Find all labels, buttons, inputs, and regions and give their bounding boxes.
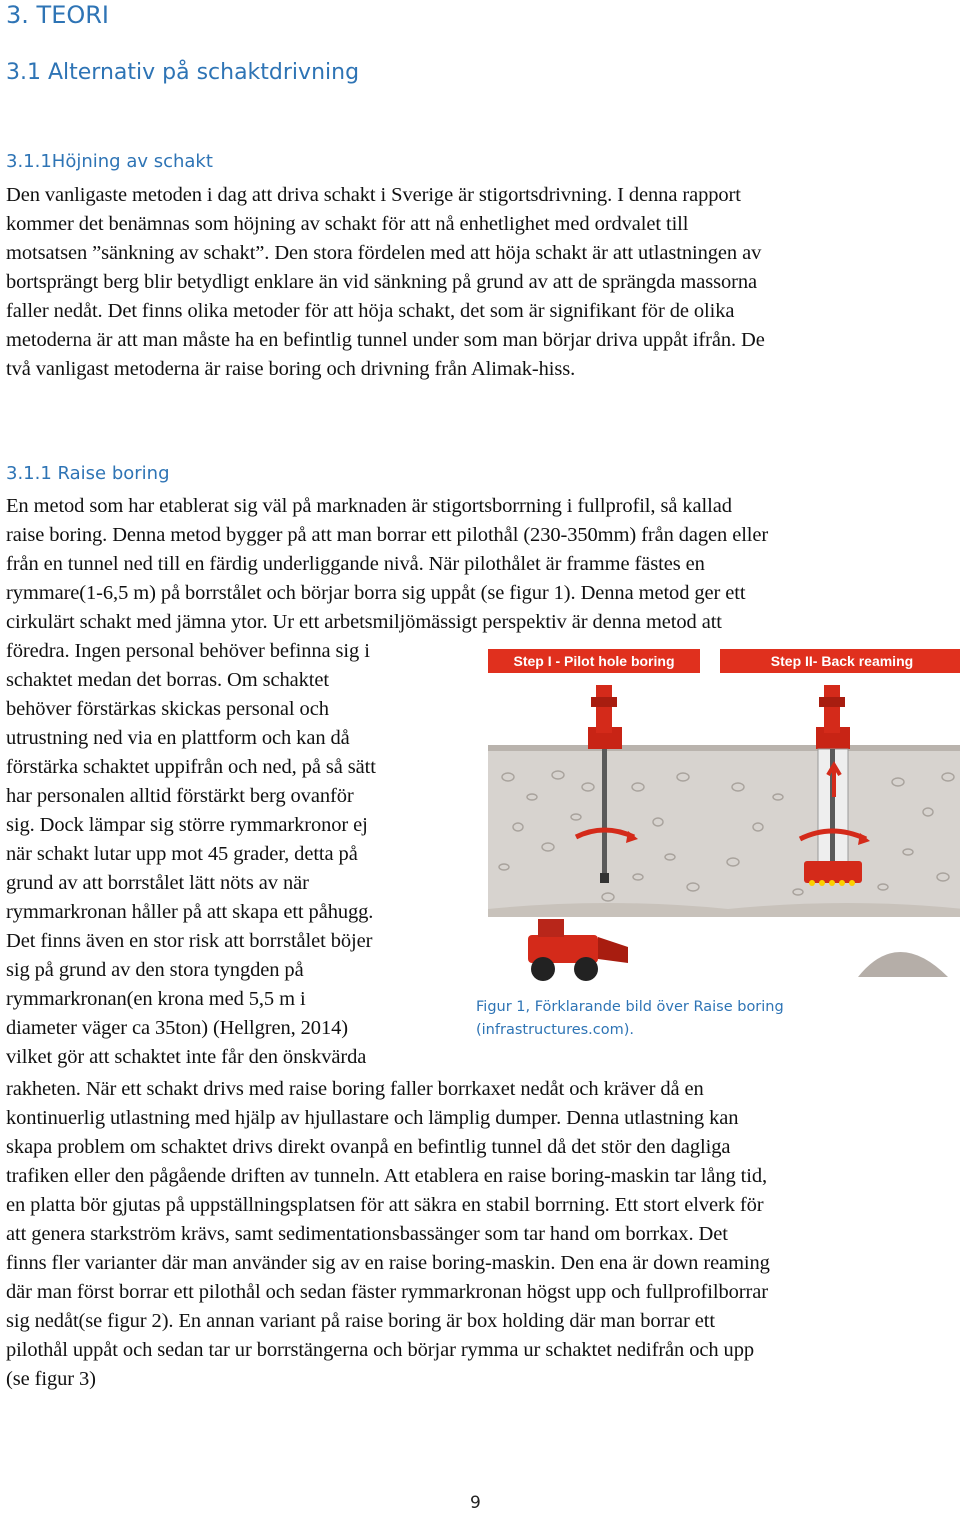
text-line: (se figur 3) xyxy=(6,1368,96,1390)
caption-line: (infrastructures.com). xyxy=(476,1022,635,1038)
text-line: En metod som har etablerat sig väl på marknaden är stigortsborrning i fullprofil, så kallad xyxy=(6,495,732,517)
text-line: trafiken eller den pågående driften av tunneln. Att etablera en raise boring-maskin tar lång tid, xyxy=(6,1165,768,1187)
step1-label: Step I - Pilot hole boring xyxy=(513,653,675,669)
text-line: utrustning ned via en plattform och kan då xyxy=(6,727,350,749)
chapter-heading: 3. TEORI xyxy=(6,1,109,29)
text-line: sig på grund av den stora tyngden på xyxy=(6,959,304,981)
paragraph-continuation xyxy=(6,1075,958,1394)
figure-caption xyxy=(476,996,784,1042)
text-line: föredra. Ingen personal behöver befinna sig i xyxy=(6,640,370,662)
text-line: förstärka schaktet uppifrån och ned, på så sätt xyxy=(6,756,376,778)
raise-boring-figure xyxy=(488,647,960,987)
text-line: rymmare(1-6,5 m) på borrstålet och börjar borra sig uppåt (se figur 1). Denna metod ger ett xyxy=(6,582,746,604)
section-heading: 3.1 Alternativ på schaktdrivning xyxy=(6,60,360,85)
subsection-heading-raise-boring: 3.1.1 Raise boring xyxy=(6,463,170,484)
text-line: motsatsen ”sänkning av schakt”. Den stora fördelen med att höja schakt är att utlastningen av xyxy=(6,242,762,264)
text-line: när schakt lutar upp mot 45 grader, detta på xyxy=(6,843,358,865)
text-line: skapa problem om schaktet drivs direkt ovanpå en befintlig tunnel då det stör den dagliga xyxy=(6,1136,731,1158)
text-line: vilket gör att schaktet inte får den önskvärda xyxy=(6,1046,367,1068)
text-line: behöver förstärkas skickas personal och xyxy=(6,698,329,720)
caption-line: Figur 1, Förklarande bild över Raise boring xyxy=(476,999,784,1015)
text-line: kommer det benämnas som höjning av schakt för att nå enhetlighet med ordvalet till xyxy=(6,213,689,235)
text-line: raise boring. Denna metod bygger på att man borrar ett pilothål (230-350mm) från dagen eller xyxy=(6,524,769,546)
text-line: bortsprängt berg blir betydligt enklare än vid sänkning på grund av att de sprängda massorna xyxy=(6,271,758,293)
text-line: pilothål uppåt och sedan tar ur borrstängerna och börjar rymma ur schaktet nedifrån och upp xyxy=(6,1339,754,1361)
text-line: rymmarkronan håller på att skapa ett påhugg. xyxy=(6,901,374,923)
text-line: rymmarkronan(en krona med 5,5 m i xyxy=(6,988,306,1010)
text-line: diameter väger ca 35ton) (Hellgren, 2014) xyxy=(6,1017,348,1039)
text-line: faller nedåt. Det finns olika metoder för att höja schakt, det som är signifikant för de olika xyxy=(6,300,735,322)
text-line: cirkulärt schakt med jämna ytor. Ur ett arbetsmiljömässigt perspektiv är denna metod att xyxy=(6,611,722,633)
text-line: sig nedåt(se figur 2). En annan variant på raise boring är box holding där man borrar ett xyxy=(6,1310,715,1332)
ground-surface xyxy=(488,745,960,751)
text-line: schaktet medan det borras. Om schaktet xyxy=(6,669,329,691)
text-line: grund av att borrstålet lätt nöts av när xyxy=(6,872,309,894)
page-number: 9 xyxy=(470,1493,481,1513)
reamer-head xyxy=(804,861,862,883)
text-line: kontinuerlig utlastning med hjälp av hjullastare och lämplig dumper. Denna utlastning kan xyxy=(6,1107,739,1129)
paragraph-hojning xyxy=(6,181,958,384)
text-line: metoderna är att man måste ha en befintlig tunnel under som man börjar driva uppåt ifrån. De xyxy=(6,329,765,351)
text-line: har personalen alltid förstärkt berg ovanför xyxy=(6,785,354,807)
pilot-drill-rod xyxy=(602,749,607,879)
text-line: rakheten. När ett schakt drivs med raise boring faller borrkaxet nedåt och kräver då en xyxy=(6,1078,704,1100)
subsection-heading-hojning: 3.1.1Höjning av schakt xyxy=(6,151,213,172)
text-line: från en tunnel ned till en färdig underliggande nivå. När pilothålet är framme fästes en xyxy=(6,553,705,575)
text-line: finns fler varianter där man använder sig av en raise boring-maskin. Den ena är down reaming xyxy=(6,1252,770,1274)
text-line: Den vanligaste metoden i dag att driva schakt i Sverige är stigortsdrivning. I denna rapport xyxy=(6,184,741,206)
text-line: två vanligast metoderna är raise boring och drivning från Alimak-hiss. xyxy=(6,358,576,380)
text-line: en platta bör gjutas på uppställningsplatsen för att säkra en stabil borrning. Ett stort elverk för xyxy=(6,1194,764,1216)
step2-label: Step II- Back reaming xyxy=(770,653,914,669)
text-line: Det finns även en stor risk att borrstålet böjer xyxy=(6,930,373,952)
text-line: där man först borrar ett pilothål och sedan fäster rymmarkronan högst upp och fullprofilborrar xyxy=(6,1281,768,1303)
text-line: sig. Dock lämpar sig större rymmarkronor ej xyxy=(6,814,368,836)
text-line: att genera starkström krävs, samt sedimentationsbassänger som tar hand om borrkax. Det xyxy=(6,1223,728,1245)
